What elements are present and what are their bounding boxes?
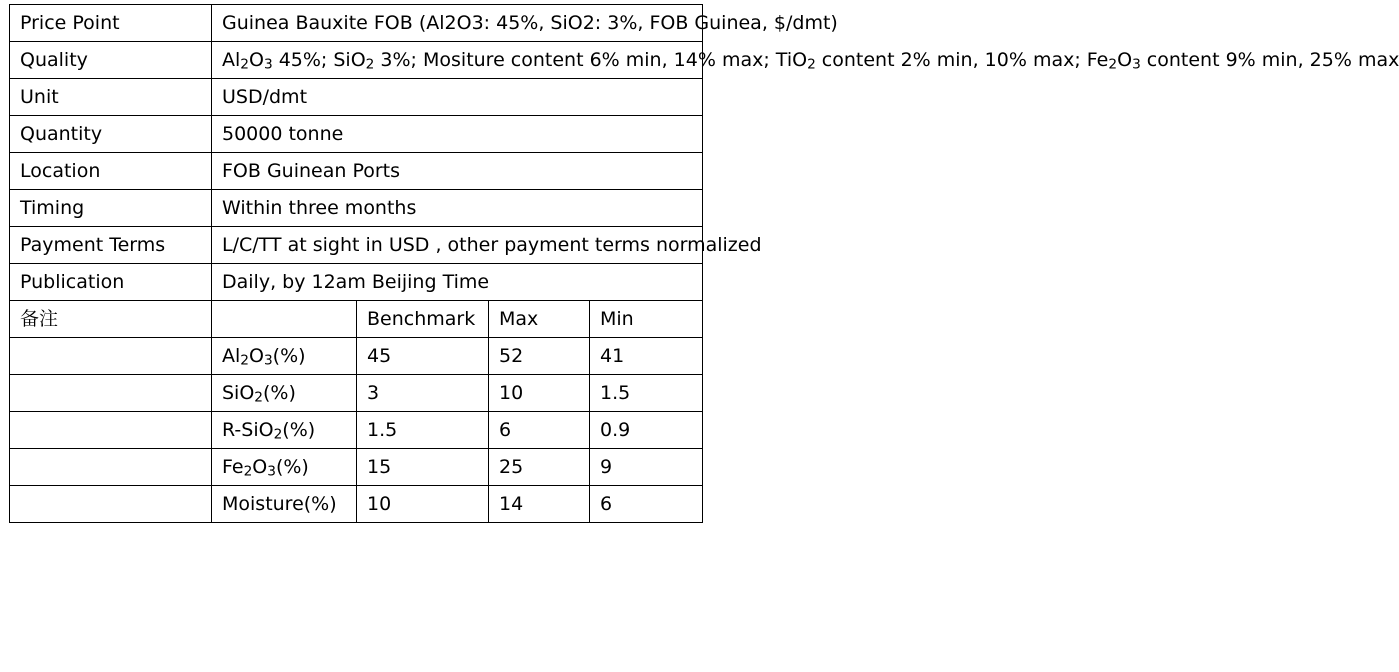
notes-row-r-sio2 bbox=[10, 412, 703, 449]
quality-value: $Al_2O_3$ 45%; SiO$_2$ 3%; Mositure content 6% min, 14% max; TiO$_2$ content 2% min, 10% max; $Fe_2O_3$ content 9% min, 25% max bbox=[212, 42, 703, 79]
price-point-value: Guinea Bauxite FOB (Al2O3: 45%, SiO2: 3%, FOB Guinea, $/dmt) bbox=[212, 5, 703, 42]
timing-label: Timing bbox=[10, 190, 212, 227]
notes-blank-cell bbox=[10, 412, 212, 449]
payment-terms-value: L/C/TT at sight in USD , other payment terms normalized bbox=[212, 227, 703, 264]
row-payment-terms bbox=[10, 227, 703, 264]
row-location bbox=[10, 153, 703, 190]
unit-label: Unit bbox=[10, 79, 212, 116]
notes-row-fe2o3 bbox=[10, 449, 703, 486]
row-price-point bbox=[10, 5, 703, 42]
notes-header-min: Min bbox=[590, 301, 703, 338]
notes-label: 备注 bbox=[10, 301, 212, 338]
notes-item-max: 52 bbox=[489, 338, 590, 375]
notes-item-benchmark: 1.5 bbox=[357, 412, 489, 449]
notes-corner-cell bbox=[212, 301, 357, 338]
notes-item-benchmark: 45 bbox=[357, 338, 489, 375]
location-label: Location bbox=[10, 153, 212, 190]
row-quality bbox=[10, 42, 703, 79]
notes-item-name: R-SiO$_2$(%) bbox=[212, 412, 357, 449]
notes-item-min: 6 bbox=[590, 486, 703, 523]
notes-header-row bbox=[10, 301, 703, 338]
timing-value: Within three months bbox=[212, 190, 703, 227]
notes-item-name: $Fe_2O_3(\%)$ bbox=[212, 449, 357, 486]
location-value: FOB Guinean Ports bbox=[212, 153, 703, 190]
bauxite-spec-table bbox=[9, 4, 1399, 523]
unit-value: USD/dmt bbox=[212, 79, 703, 116]
notes-row-moisture bbox=[10, 486, 703, 523]
notes-header-max: Max bbox=[489, 301, 590, 338]
notes-item-max: 10 bbox=[489, 375, 590, 412]
notes-item-name: Moisture(%) bbox=[212, 486, 357, 523]
payment-terms-label: Payment Terms bbox=[10, 227, 212, 264]
row-quantity bbox=[10, 116, 703, 153]
notes-item-benchmark: 10 bbox=[357, 486, 489, 523]
notes-item-max: 14 bbox=[489, 486, 590, 523]
publication-label: Publication bbox=[10, 264, 212, 301]
row-unit bbox=[10, 79, 703, 116]
notes-header-benchmark: Benchmark bbox=[357, 301, 489, 338]
notes-item-min: 0.9 bbox=[590, 412, 703, 449]
row-timing bbox=[10, 190, 703, 227]
notes-item-min: 1.5 bbox=[590, 375, 703, 412]
row-publication bbox=[10, 264, 703, 301]
notes-item-name: SiO$_2$(%) bbox=[212, 375, 357, 412]
notes-row-sio2 bbox=[10, 375, 703, 412]
notes-blank-cell bbox=[10, 338, 212, 375]
notes-item-benchmark: 15 bbox=[357, 449, 489, 486]
notes-item-min: 41 bbox=[590, 338, 703, 375]
notes-item-name: $Al_2O_3(\%)$ bbox=[212, 338, 357, 375]
quantity-value: 50000 tonne bbox=[212, 116, 703, 153]
notes-item-benchmark: 3 bbox=[357, 375, 489, 412]
quantity-label: Quantity bbox=[10, 116, 212, 153]
publication-value: Daily, by 12am Beijing Time bbox=[212, 264, 703, 301]
price-point-label: Price Point bbox=[10, 5, 212, 42]
notes-item-max: 6 bbox=[489, 412, 590, 449]
quality-label: Quality bbox=[10, 42, 212, 79]
notes-item-min: 9 bbox=[590, 449, 703, 486]
notes-blank-cell bbox=[10, 375, 212, 412]
notes-item-max: 25 bbox=[489, 449, 590, 486]
notes-blank-cell bbox=[10, 486, 212, 523]
notes-blank-cell bbox=[10, 449, 212, 486]
notes-row-al2o3 bbox=[10, 338, 703, 375]
